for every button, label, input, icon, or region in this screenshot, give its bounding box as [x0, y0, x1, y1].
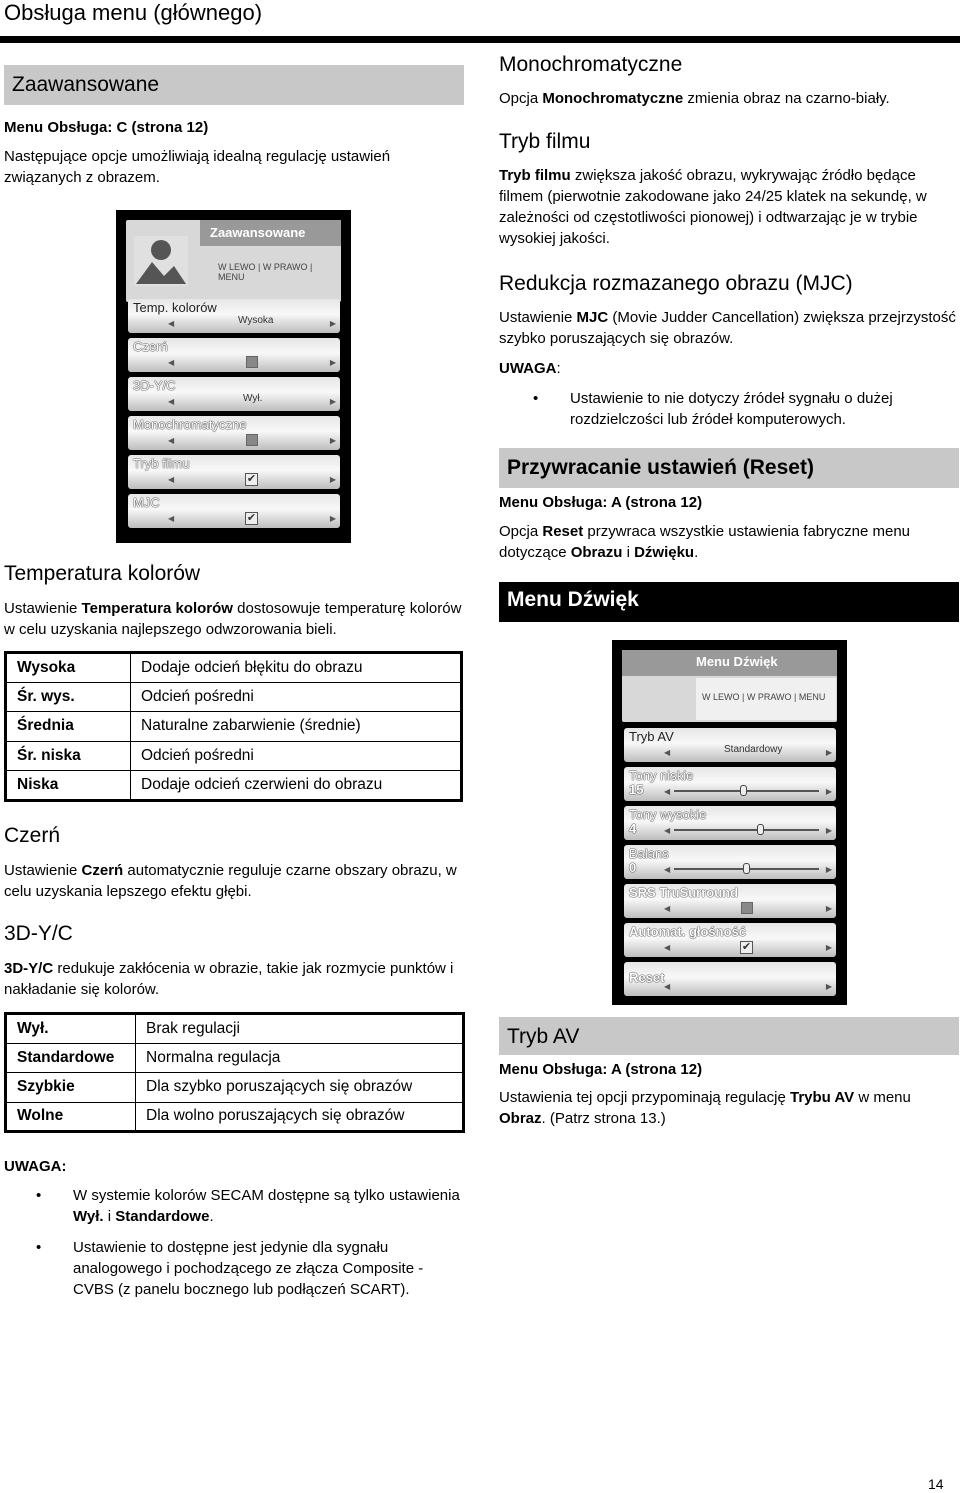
advanced-intro: Następujące opcje umożliwiają idealną regulację ustawień związanych z obrazem. — [4, 148, 391, 186]
section-head-film: Tryb filmu — [499, 130, 591, 153]
header-rule — [0, 36, 960, 43]
mono-desc: Opcja Monochromatyczne zmienia obraz na czarno-biały. — [499, 90, 890, 107]
black-desc: Ustawienie Czerń automatycznie reguluje czarne obszary obrazu, w celu uzyskania lepszego efektu głębi. — [4, 862, 457, 900]
table-row: Wył. Brak regulacji — [6, 1014, 464, 1044]
right-arrow-icon: ▶ — [825, 865, 832, 874]
slider-square-icon — [246, 434, 258, 446]
bullet-icon: • — [533, 390, 539, 407]
left-arrow-icon: ◀ — [664, 982, 671, 991]
section-head-advanced: Zaawansowane — [4, 65, 464, 105]
right-arrow-icon: ▶ — [329, 475, 336, 484]
section-head-sound: Menu Dźwięk — [499, 582, 959, 622]
slider-square-icon — [246, 356, 258, 368]
bullet-icon: • — [36, 1239, 42, 1256]
table-row: Śr. wys. Odcień pośredni — [6, 682, 462, 712]
menu-header — [126, 220, 341, 302]
menu-row-av-mode[interactable] — [624, 728, 836, 762]
row-value: 0 — [629, 860, 637, 875]
advanced-menu-screenshot — [116, 210, 351, 543]
menu-row-srs[interactable] — [624, 884, 836, 918]
right-arrow-icon: ▶ — [825, 787, 832, 796]
reset-desc: Opcja Reset przywraca wszystkie ustawienia fabryczne menu dotyczące Obrazu i Dźwięku. — [499, 523, 911, 561]
menu-title: Menu Dźwięk — [696, 654, 778, 669]
note-bullet-1: • W systemie kolorów SECAM dostępne są tylko ustawienia Wył. i Standardowe. — [36, 1187, 460, 1225]
section-head-mjc: Redukcja rozmazanego obrazu (MJC) — [499, 272, 853, 295]
left-arrow-icon: ◀ — [664, 904, 671, 913]
menu-nav-hint: W LEWO | W PRAWO | MENU — [702, 692, 826, 702]
row-value: Wysoka — [238, 315, 274, 326]
row-value: 4 — [629, 821, 637, 836]
menu-nav-hint: W LEWO | W PRAWO | MENU — [218, 262, 313, 282]
row-label: Balans — [629, 846, 669, 861]
left-arrow-icon: ◀ — [664, 943, 671, 952]
section-head-3dyc: 3D-Y/C — [4, 922, 73, 945]
section-head-color-temp: Temperatura kolorów — [4, 562, 201, 585]
checkmark-icon: ✔ — [741, 941, 752, 953]
row-label: Monochromatyczne — [133, 417, 247, 432]
menu-row-auto-volume[interactable] — [624, 923, 836, 957]
row-label: 3D-Y/C — [133, 378, 176, 393]
table-row: Śr. niska Odcień pośredni — [6, 741, 462, 771]
section-head-av-mode: Tryb AV — [499, 1017, 959, 1055]
left-arrow-icon: ◀ — [168, 436, 175, 445]
row-value: 15 — [629, 782, 644, 797]
left-arrow-icon: ◀ — [664, 826, 671, 835]
right-arrow-icon: ▶ — [329, 436, 336, 445]
slider-knob[interactable] — [740, 785, 747, 796]
section-head-reset: Przywracanie ustawień (Reset) — [499, 448, 959, 488]
3dyc-table — [4, 1012, 465, 1133]
right-arrow-icon: ▶ — [825, 982, 832, 991]
right-arrow-icon: ▶ — [825, 748, 832, 757]
right-arrow-icon: ▶ — [329, 397, 336, 406]
menu-row-treble[interactable] — [624, 806, 836, 840]
note-head: UWAGA: — [4, 1158, 67, 1175]
color-temp-desc: Ustawienie Temperatura kolorów dostosowuje temperaturę kolorów w celu uzyskania najlepszego odwzorowania bieli. — [4, 600, 462, 638]
right-arrow-icon: ▶ — [825, 943, 832, 952]
menu-row-mjc[interactable] — [128, 494, 340, 528]
picture-icon — [134, 236, 188, 286]
row-label: Tony niskie — [629, 768, 694, 783]
menu-row-black[interactable] — [128, 338, 340, 372]
row-label: SRS TruSurround — [629, 885, 739, 900]
slider-knob[interactable] — [743, 863, 750, 874]
right-arrow-icon: ▶ — [329, 358, 336, 367]
3dyc-desc: 3D-Y/C redukuje zakłócenia w obrazie, takie jak rozmycie punktów i nakładanie się kolorów. — [4, 960, 454, 998]
row-label: MJC — [133, 495, 160, 510]
page-number: 14 — [928, 1476, 944, 1492]
left-arrow-icon: ◀ — [168, 358, 175, 367]
menu-row-color-temp[interactable] — [128, 299, 340, 333]
checkmark-icon: ✔ — [246, 473, 257, 485]
row-label: Automat. głośność — [629, 924, 747, 939]
menu-row-bass[interactable] — [624, 767, 836, 801]
section-head-black: Czerń — [4, 824, 61, 847]
right-arrow-icon: ▶ — [329, 319, 336, 328]
row-label: Tryb filmu — [133, 456, 190, 471]
color-temp-table — [4, 651, 463, 802]
sound-menu-screenshot — [612, 640, 847, 1005]
film-desc: Tryb filmu zwiększa jakość obrazu, wykrywając źródło będące filmem (pierwotnie zakodowane jako 24/25 klatek na sekundę, w zależności od częstotliwości pionowej) i odtwarzając je w trybie wysokiej jakości. — [499, 167, 927, 247]
table-row: Wolne Dla wolno poruszających się obrazów — [6, 1102, 464, 1132]
reset-menu-ref: Menu Obsługa: A (strona 12) — [499, 494, 703, 511]
right-arrow-icon: ▶ — [825, 826, 832, 835]
section-head-mono: Monochromatyczne — [499, 53, 683, 76]
table-row: Szybkie Dla szybko poruszających się obrazów — [6, 1073, 464, 1103]
menu-row-reset[interactable] — [624, 962, 836, 996]
row-value: Standardowy — [724, 744, 783, 755]
note-bullet-2: • Ustawienie to dostępne jest jedynie dla sygnału analogowego i pochodzącego ze złącza Composite - CVBS (z panelu bocznego lub podłączeń SCART). — [36, 1239, 424, 1298]
page-title: Obsługa menu (głównego) — [4, 0, 263, 25]
left-arrow-icon: ◀ — [168, 514, 175, 523]
bullet-icon: • — [36, 1187, 42, 1204]
slider-square-icon — [741, 902, 753, 914]
menu-row-film[interactable] — [128, 455, 340, 489]
left-arrow-icon: ◀ — [664, 865, 671, 874]
left-arrow-icon: ◀ — [664, 748, 671, 757]
mjc-desc: Ustawienie MJC (Movie Judder Cancellation) zwiększa przejrzystość szybko poruszających się obrazów. — [499, 309, 956, 347]
menu-header — [622, 650, 837, 722]
menu-row-mono[interactable] — [128, 416, 340, 450]
row-label: Tony wysokie — [629, 807, 707, 822]
row-label: Reset — [629, 970, 665, 985]
slider-track — [674, 829, 819, 831]
row-value: Wył. — [243, 393, 263, 404]
row-label: Temp. kolorów — [133, 300, 217, 315]
table-row: Średnia Naturalne zabarwienie (średnie) — [6, 712, 462, 742]
left-arrow-icon: ◀ — [168, 319, 175, 328]
table-row: Standardowe Normalna regulacja — [6, 1043, 464, 1073]
table-row: Wysoka Dodaje odcień błękitu do obrazu — [6, 653, 462, 683]
table-row: Niska Dodaje odcień czerwieni do obrazu — [6, 771, 462, 801]
row-label: Tryb AV — [629, 729, 674, 744]
left-arrow-icon: ◀ — [664, 787, 671, 796]
menu-title: Zaawansowane — [210, 225, 306, 240]
checkmark-icon: ✔ — [246, 512, 257, 524]
right-arrow-icon: ▶ — [329, 514, 336, 523]
left-arrow-icon: ◀ — [168, 475, 175, 484]
menu-row-balance[interactable] — [624, 845, 836, 879]
mjc-note-bullet: • Ustawienie to nie dotyczy źródeł sygnału o dużej rozdzielczości lub źródeł komputerowych. — [533, 390, 893, 428]
right-arrow-icon: ▶ — [825, 904, 832, 913]
slider-knob[interactable] — [757, 824, 764, 835]
mjc-note-head: UWAGA: — [499, 360, 561, 377]
left-arrow-icon: ◀ — [168, 397, 175, 406]
av-mode-desc: Ustawienia tej opcji przypominają regulację Trybu AV w menu Obraz. (Patrz strona 13.) — [499, 1089, 911, 1127]
menu-row-3dyc[interactable] — [128, 377, 340, 411]
av-mode-menu-ref: Menu Obsługa: A (strona 12) — [499, 1061, 703, 1078]
row-label: Czerń — [133, 339, 168, 354]
advanced-menu-ref: Menu Obsługa: C (strona 12) — [4, 119, 209, 136]
